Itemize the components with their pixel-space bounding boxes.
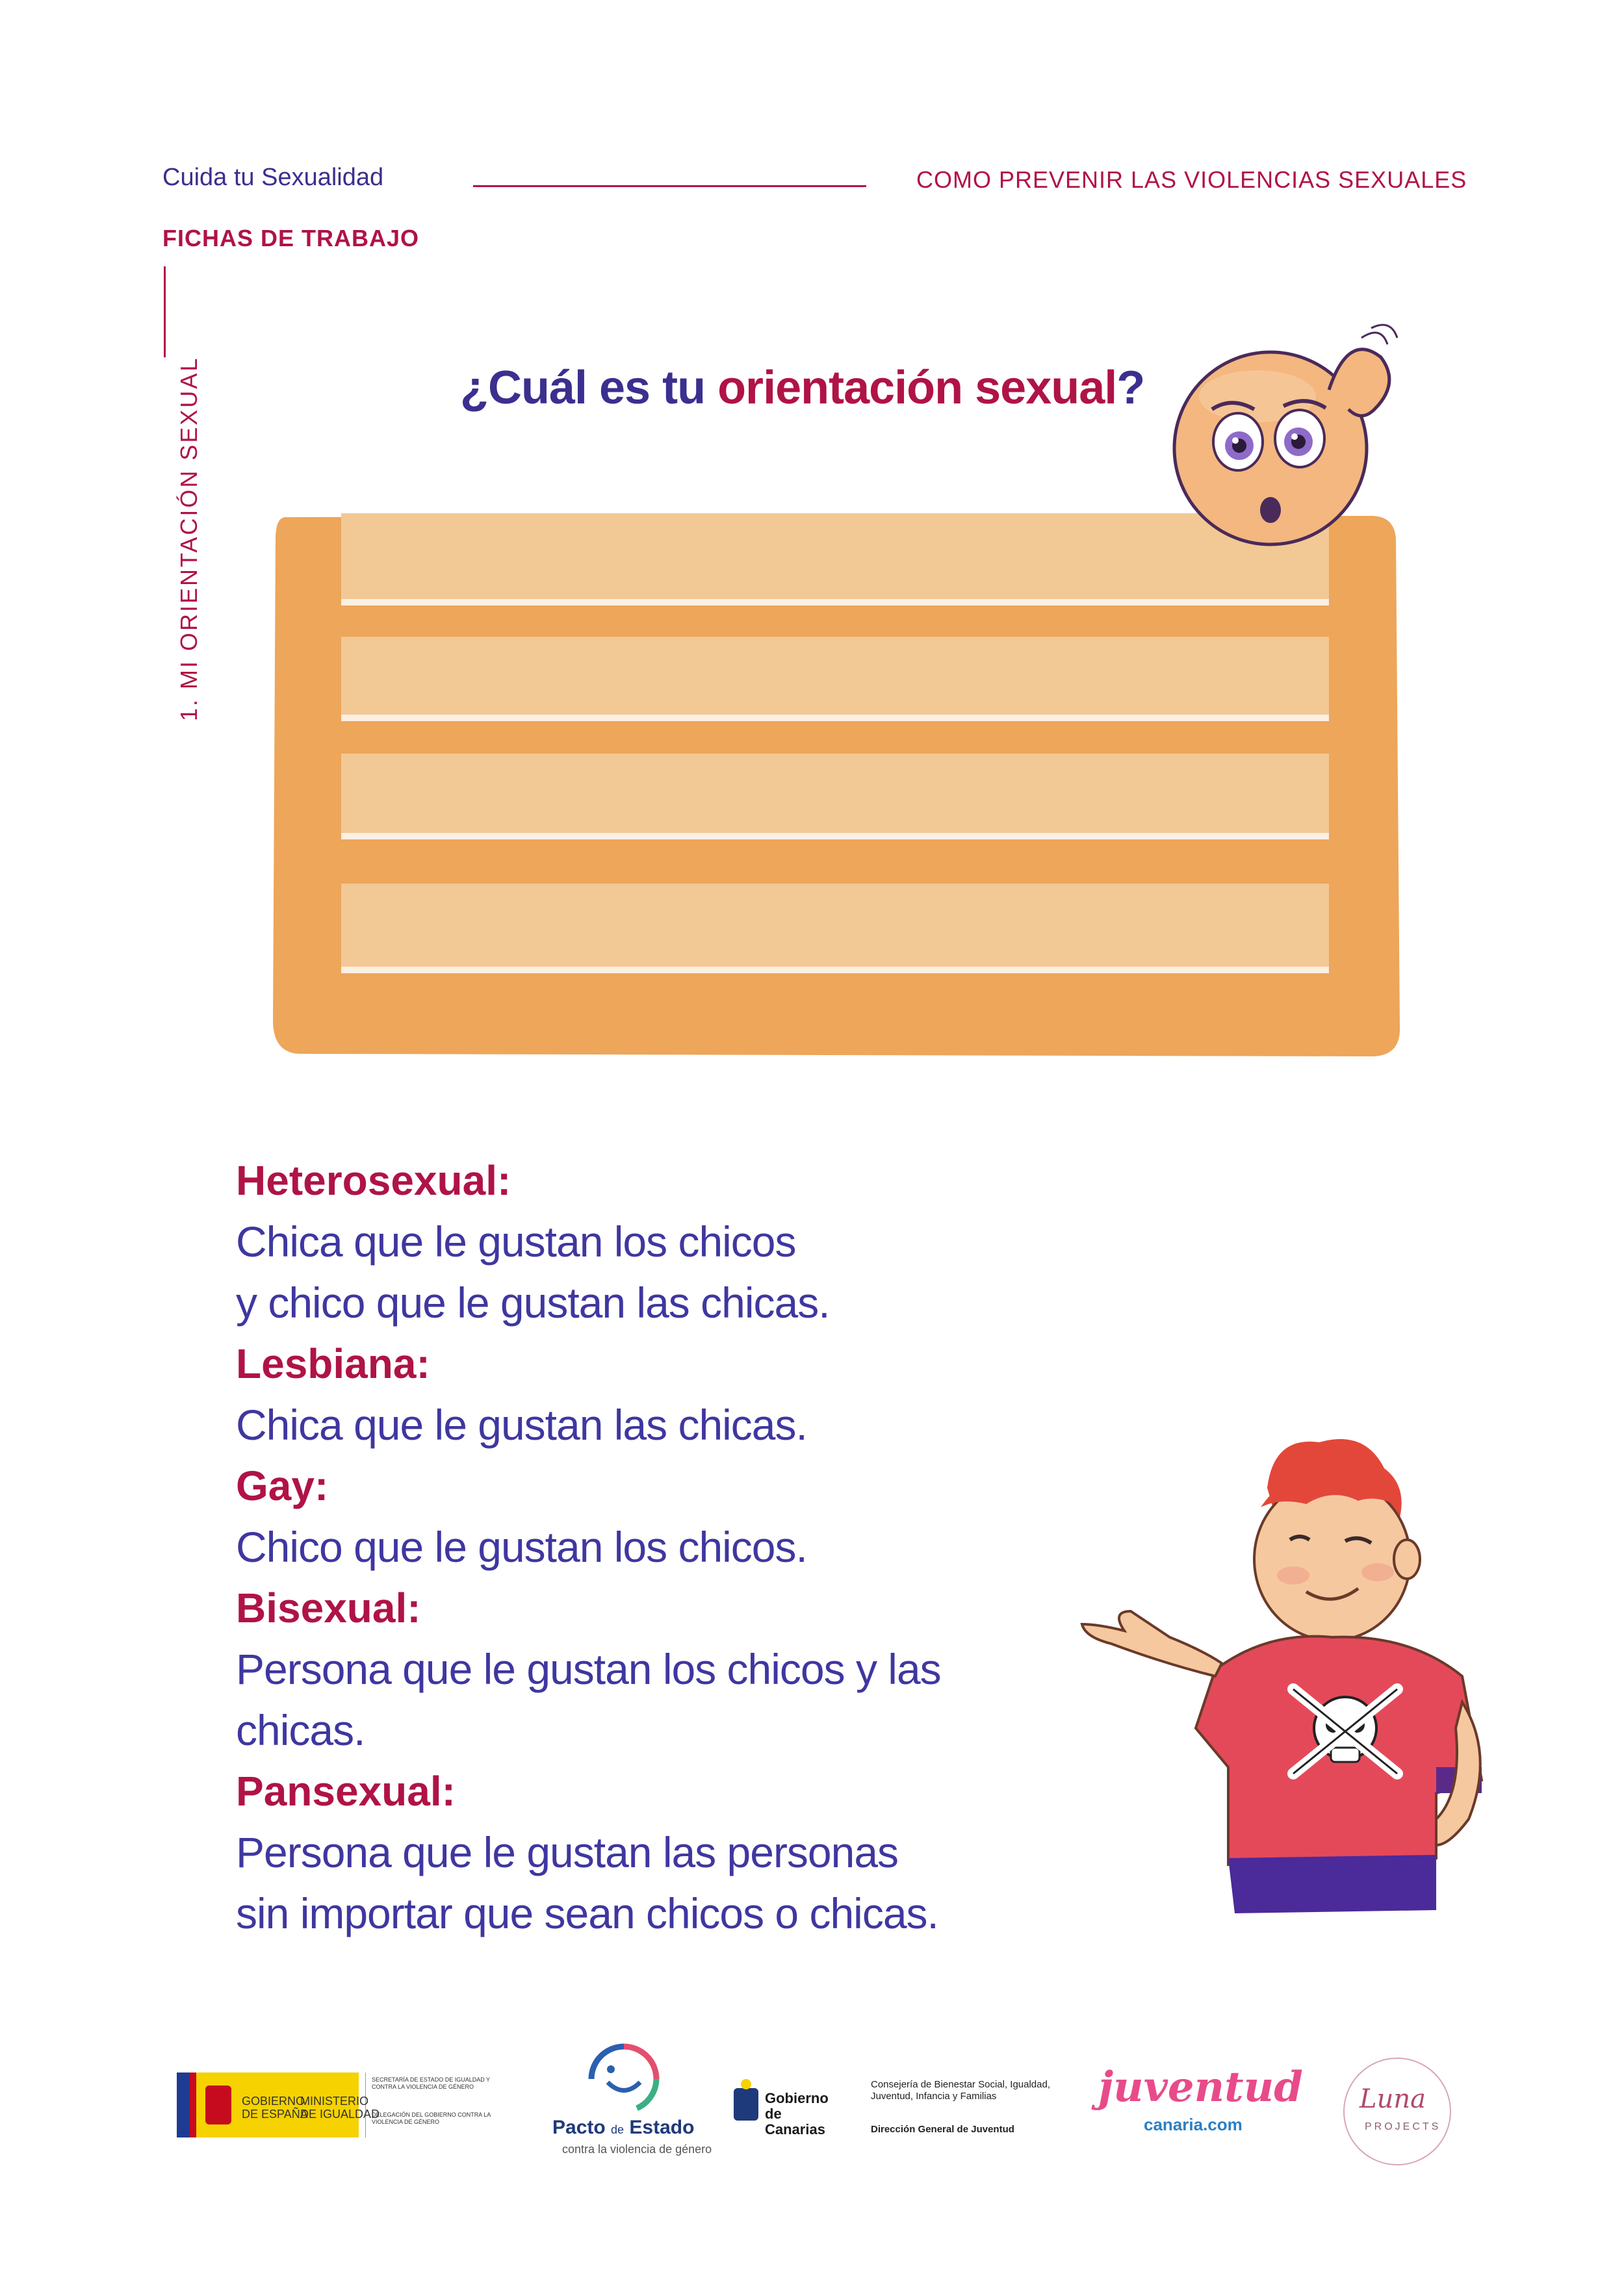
definition-text: chicas.	[236, 1706, 365, 1754]
definition-text: Chica que le gustan los chicos	[236, 1218, 796, 1266]
spain-gobierno-text: GOBIERNO DE ESPAÑA	[242, 2095, 308, 2121]
pacto-name: Pacto de Estado	[552, 2117, 695, 2138]
luna-sub: PROJECTS	[1365, 2121, 1441, 2132]
pacto-tagline: contra la violencia de género	[562, 2143, 712, 2156]
pacto-estado-logo	[539, 2034, 712, 2163]
definition-item	[236, 1455, 1120, 1577]
question-highlight: orientación sexual	[717, 362, 1117, 414]
definition-text: Chico que le gustan los chicos.	[236, 1523, 807, 1571]
juventud-wordmark: juventud	[1098, 2063, 1303, 2111]
definition-item	[236, 1333, 1120, 1455]
gobierno-espana-logo	[177, 2073, 508, 2144]
spain-secretaria-text: SECRETARÍA DE ESTADO DE IGUALDAD Y CONTRA LA VIOLENCIA DE GÉNERO	[372, 2076, 490, 2090]
header-divider	[473, 185, 866, 187]
luna-script: Luna	[1360, 2084, 1426, 2114]
question-prefix: ¿Cuál es tu	[460, 362, 718, 414]
vertical-divider	[164, 266, 166, 357]
answer-line-3[interactable]	[341, 754, 1329, 839]
definition-text: sin importar que sean chicos o chicas.	[236, 1889, 938, 1937]
header-series-title: Cuida tu Sexualidad	[162, 164, 384, 191]
definition-term: Gay:	[236, 1462, 329, 1509]
definition-term: Lesbiana:	[236, 1340, 430, 1387]
question-title	[460, 361, 1144, 415]
answer-line-4[interactable]	[341, 884, 1329, 973]
definitions-list	[236, 1150, 1120, 1944]
canarias-consejeria-text: Consejería de Bienestar Social, Igualdad, Juventud, Infancia y Familias	[871, 2079, 1051, 2102]
answer-line-2[interactable]	[341, 637, 1329, 721]
answer-board	[273, 513, 1404, 1059]
canarias-gobierno-text: Gobierno de Canarias	[765, 2090, 829, 2137]
luna-projects-logo	[1339, 2053, 1456, 2170]
canarias-direccion-text: Dirección General de Juventud	[871, 2124, 1014, 2135]
spain-delegacion-text: DELEGACIÓN DEL GOBIERNO CONTRA LA VIOLENCIA DE GÉNERO	[372, 2111, 491, 2125]
boy-illustration	[1072, 1429, 1514, 1923]
header-subtitle: FICHAS DE TRABAJO	[162, 225, 420, 251]
definition-term: Bisexual:	[236, 1585, 421, 1631]
juventud-domain: canaria.com	[1144, 2115, 1243, 2134]
gobierno-canarias-logo	[731, 2073, 1069, 2144]
definition-text: y chico que le gustan las chicas.	[236, 1279, 830, 1327]
definition-term: Heterosexual:	[236, 1157, 511, 1204]
question-suffix: ?	[1116, 362, 1145, 414]
juventud-canaria-logo	[1098, 2056, 1306, 2154]
definition-item	[236, 1577, 1120, 1761]
definition-text: Persona que le gustan las personas	[236, 1828, 899, 1876]
definition-text: Chica que le gustan las chicas.	[236, 1401, 807, 1449]
header-topic-title: COMO PREVENIR LAS VIOLENCIAS SEXUALES	[916, 166, 1467, 193]
definition-text: Persona que le gustan los chicos y las	[236, 1645, 941, 1693]
spain-ministerio-text: MINISTERIO DE IGUALDAD	[300, 2095, 380, 2121]
definition-term: Pansexual:	[236, 1768, 456, 1815]
definition-item	[236, 1761, 1120, 1944]
section-vertical-label: 1. MI ORIENTACIÓN SEXUAL	[175, 356, 202, 721]
confused-face-icon	[1166, 318, 1413, 559]
definition-item	[236, 1150, 1120, 1333]
